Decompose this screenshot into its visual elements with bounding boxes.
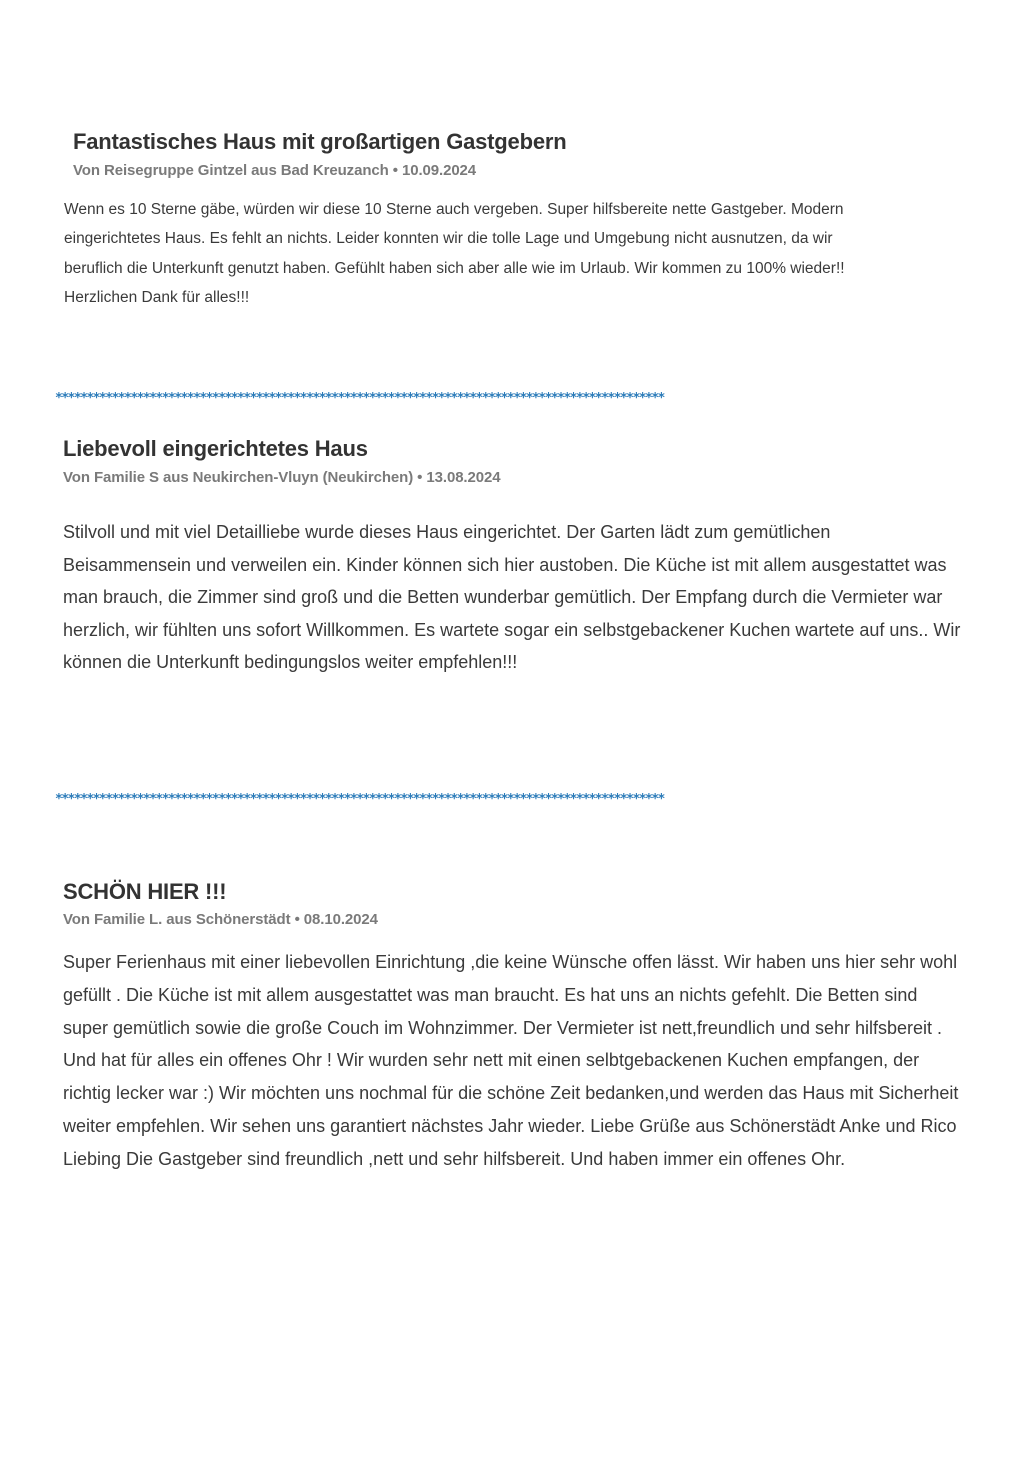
review-1	[64, 128, 873, 312]
review-3	[63, 878, 963, 1176]
review-meta: Von Familie L. aus Schönerstädt • 08.10.2024	[63, 911, 378, 928]
review-body: Super Ferienhaus mit einer liebevollen Einrichtung ,die keine Wünsche offen lässt. Wir haben uns hier sehr wohl gefüllt . Die Küche ist mit allem ausgestattet was man braucht. Es hat uns an nichts gefehlt. Die Betten sind super gemütlich sowie die große Couch im Wohnzimmer. Der Vermieter ist nett,freundlich und sehr hilfsbereit . Und hat für alles ein offenes Ohr ! Wir wurden sehr nett mit einen selbtgebackenen Kuchen empfangen, der richtig lecker war :) Wir möchten uns nochmal für die schöne Zeit bedanken,und werden das Haus mit Sicherheit weiter empfehlen. Wir sehen uns garantiert nächstes Jahr wieder. Liebe Grüße aus Schönerstädt Anke und Rico Liebing Die Gastgeber sind freundlich ,nett und sehr hilfsbereit. Und haben immer ein offenes Ohr.	[63, 952, 959, 1169]
separator-stars: *************************************************************************************************	[55, 793, 664, 807]
review-title: Fantastisches Haus mit großartigen Gastgebern	[73, 129, 567, 154]
review-title: Liebevoll eingerichtetes Haus	[63, 436, 368, 461]
review-body: Wenn es 10 Sterne gäbe, würden wir diese 10 Sterne auch vergeben. Super hilfsbereite nette Gastgeber. Modern eingerichtetes Haus. Es fehlt an nichts. Leider konnten wir die tolle Lage und Umgebung nicht ausnutzen, da wir beruflich die Unterkunft genutzt haben. Gefühlt haben sich aber alle wie im Urlaub. Wir kommen zu 100% wieder!! Herzlichen Dank für alles!!!	[64, 201, 845, 306]
review-body: Stilvoll und mit viel Detailliebe wurde dieses Haus eingerichtet. Der Garten lädt zum gemütlichen Beisammensein und verweilen ein. Kinder können sich hier austoben. Die Küche ist mit allem ausgestattet was man brauch, die Zimmer sind groß und die Betten wunderbar gemütlich. Der Empfang durch die Vermieter war herzlich, wir fühlten uns sofort Willkommen. Es wartete sogar ein selbstgebackener Kuchen wartete auf uns.. Wir können die Unterkunft bedingungslos weiter empfehlen!!!	[63, 522, 961, 673]
review-2	[63, 435, 963, 679]
separator-stars: *************************************************************************************************	[55, 392, 664, 406]
review-meta: Von Reisegruppe Gintzel aus Bad Kreuzanch • 10.09.2024	[73, 162, 477, 179]
review-title: SCHÖN HIER !!!	[63, 879, 227, 904]
review-meta: Von Familie S aus Neukirchen-Vluyn (Neukirchen) • 13.08.2024	[63, 469, 501, 486]
